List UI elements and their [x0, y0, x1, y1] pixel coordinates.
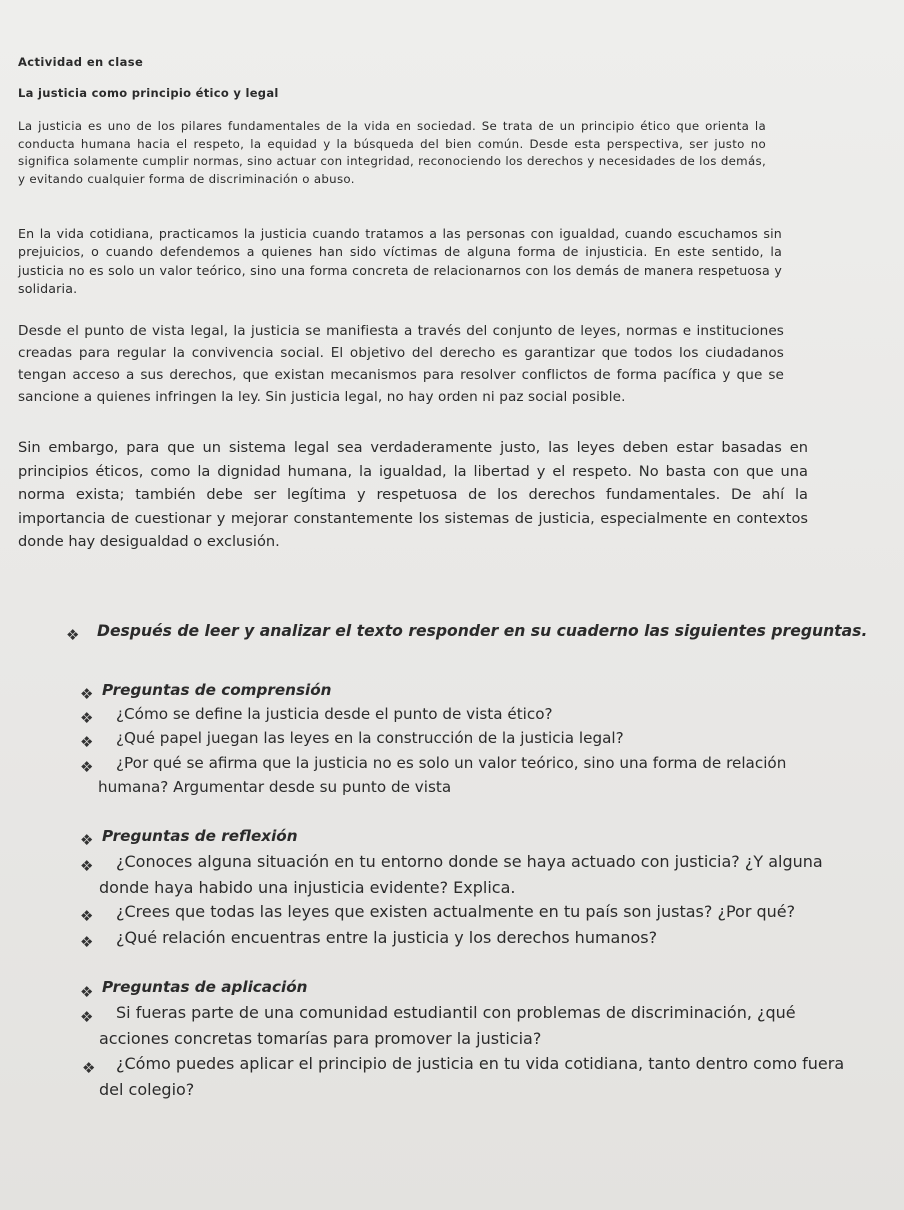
section-title-comprension: Preguntas de comprensión	[102, 681, 332, 699]
diamond-bullet-icon: ❖	[80, 983, 94, 1001]
paragraph-3: Desde el punto de vista legal, la justicia se manifiesta a través del conjunto de leyes, normas e instituciones creadas para regular la convivencia social. El objetivo del derecho es garantizar que todos los ciudadanos tengan acceso a sus derechos, que existan mecanismos para resolver conflictos de forma pacífica y que se sancione a quienes infringen la ley. Sin justicia legal, no hay orden ni paz social posible.	[18, 323, 784, 405]
diamond-bullet-icon: ❖	[80, 907, 94, 925]
diamond-bullet-icon: ❖	[80, 831, 94, 849]
diamond-bullet-icon: ❖	[80, 933, 94, 951]
paragraph-1: La justicia es uno de los pilares fundamentales de la vida en sociedad. Se trata de un principio ético que orienta la conducta humana hacia el respeto, la equidad y la búsqueda del bien común. Desde esta perspectiva, ser justo no significa solamente cumplir normas, sino actuar con integridad, reconociendo los derechos y necesidades de los demás, y evitando cualquier forma de discriminación o abuso.	[18, 119, 766, 186]
question-comprension-3b: humana? Argumentar desde su punto de vista	[98, 778, 452, 796]
diamond-bullet-icon: ❖	[80, 758, 94, 776]
diamond-bullet-icon: ❖	[82, 1059, 96, 1077]
question-reflexion-2: ¿Crees que todas las leyes que existen actualmente en tu país son justas? ¿Por qué?	[116, 902, 796, 921]
section-title-aplicacion: Preguntas de aplicación	[102, 978, 308, 996]
question-comprension-3a: ¿Por qué se afirma que la justicia no es solo un valor teórico, sino una forma de relación	[116, 754, 787, 772]
section-title-reflexion: Preguntas de reflexión	[102, 827, 298, 845]
paragraph-4: Sin embargo, para que un sistema legal sea verdaderamente justo, las leyes deben estar basadas en principios éticos, como la dignidad humana, la igualdad, la libertad y el respeto. No basta con que una norma exista; también debe ser legítima y respetuosa de los derechos fundamentales. De ahí la importancia de cuestionar y mejorar constantemente los sistemas de justicia, especialmente en contextos donde hay desigualdad o exclusión.	[18, 439, 808, 551]
question-comprension-2: ¿Qué papel juegan las leyes en la construcción de la justicia legal?	[116, 729, 624, 747]
question-aplicacion-1b: acciones concretas tomarías para promover la justicia?	[99, 1029, 542, 1048]
diamond-bullet-icon: ❖	[66, 626, 80, 644]
document-title: La justicia como principio ético y legal	[18, 86, 279, 100]
diamond-bullet-icon: ❖	[80, 1008, 94, 1026]
instruction-text: Después de leer y analizar el texto responder en su cuaderno las siguientes preguntas.	[97, 622, 868, 640]
diamond-bullet-icon: ❖	[80, 857, 94, 875]
question-reflexion-1b: donde haya habido una injusticia evidente? Explica.	[99, 878, 516, 897]
activity-label: Actividad en clase	[18, 55, 144, 69]
diamond-bullet-icon: ❖	[80, 733, 94, 751]
diamond-bullet-icon: ❖	[80, 685, 94, 703]
question-reflexion-3: ¿Qué relación encuentras entre la justicia y los derechos humanos?	[116, 928, 658, 947]
question-aplicacion-1a: Si fueras parte de una comunidad estudiantil con problemas de discriminación, ¿qué	[116, 1003, 796, 1022]
diamond-bullet-icon: ❖	[80, 709, 94, 727]
question-comprension-1: ¿Cómo se define la justicia desde el punto de vista ético?	[116, 705, 553, 723]
paragraph-2: En la vida cotidiana, practicamos la justicia cuando tratamos a las personas con igualdad, cuando escuchamos sin prejuicios, o cuando defendemos a quienes han sido víctimas de alguna forma de injusticia. En este sentido, la justicia no es solo un valor teórico, sino una forma concreta de relacionarnos con los demás de manera respetuosa y solidaria.	[18, 226, 782, 297]
question-aplicacion-2a: ¿Cómo puedes aplicar el principio de justicia en tu vida cotidiana, tanto dentro como fuera	[116, 1054, 845, 1073]
question-reflexion-1a: ¿Conoces alguna situación en tu entorno donde se haya actuado con justicia? ¿Y alguna	[116, 852, 823, 871]
question-aplicacion-2b: del colegio?	[99, 1080, 195, 1099]
